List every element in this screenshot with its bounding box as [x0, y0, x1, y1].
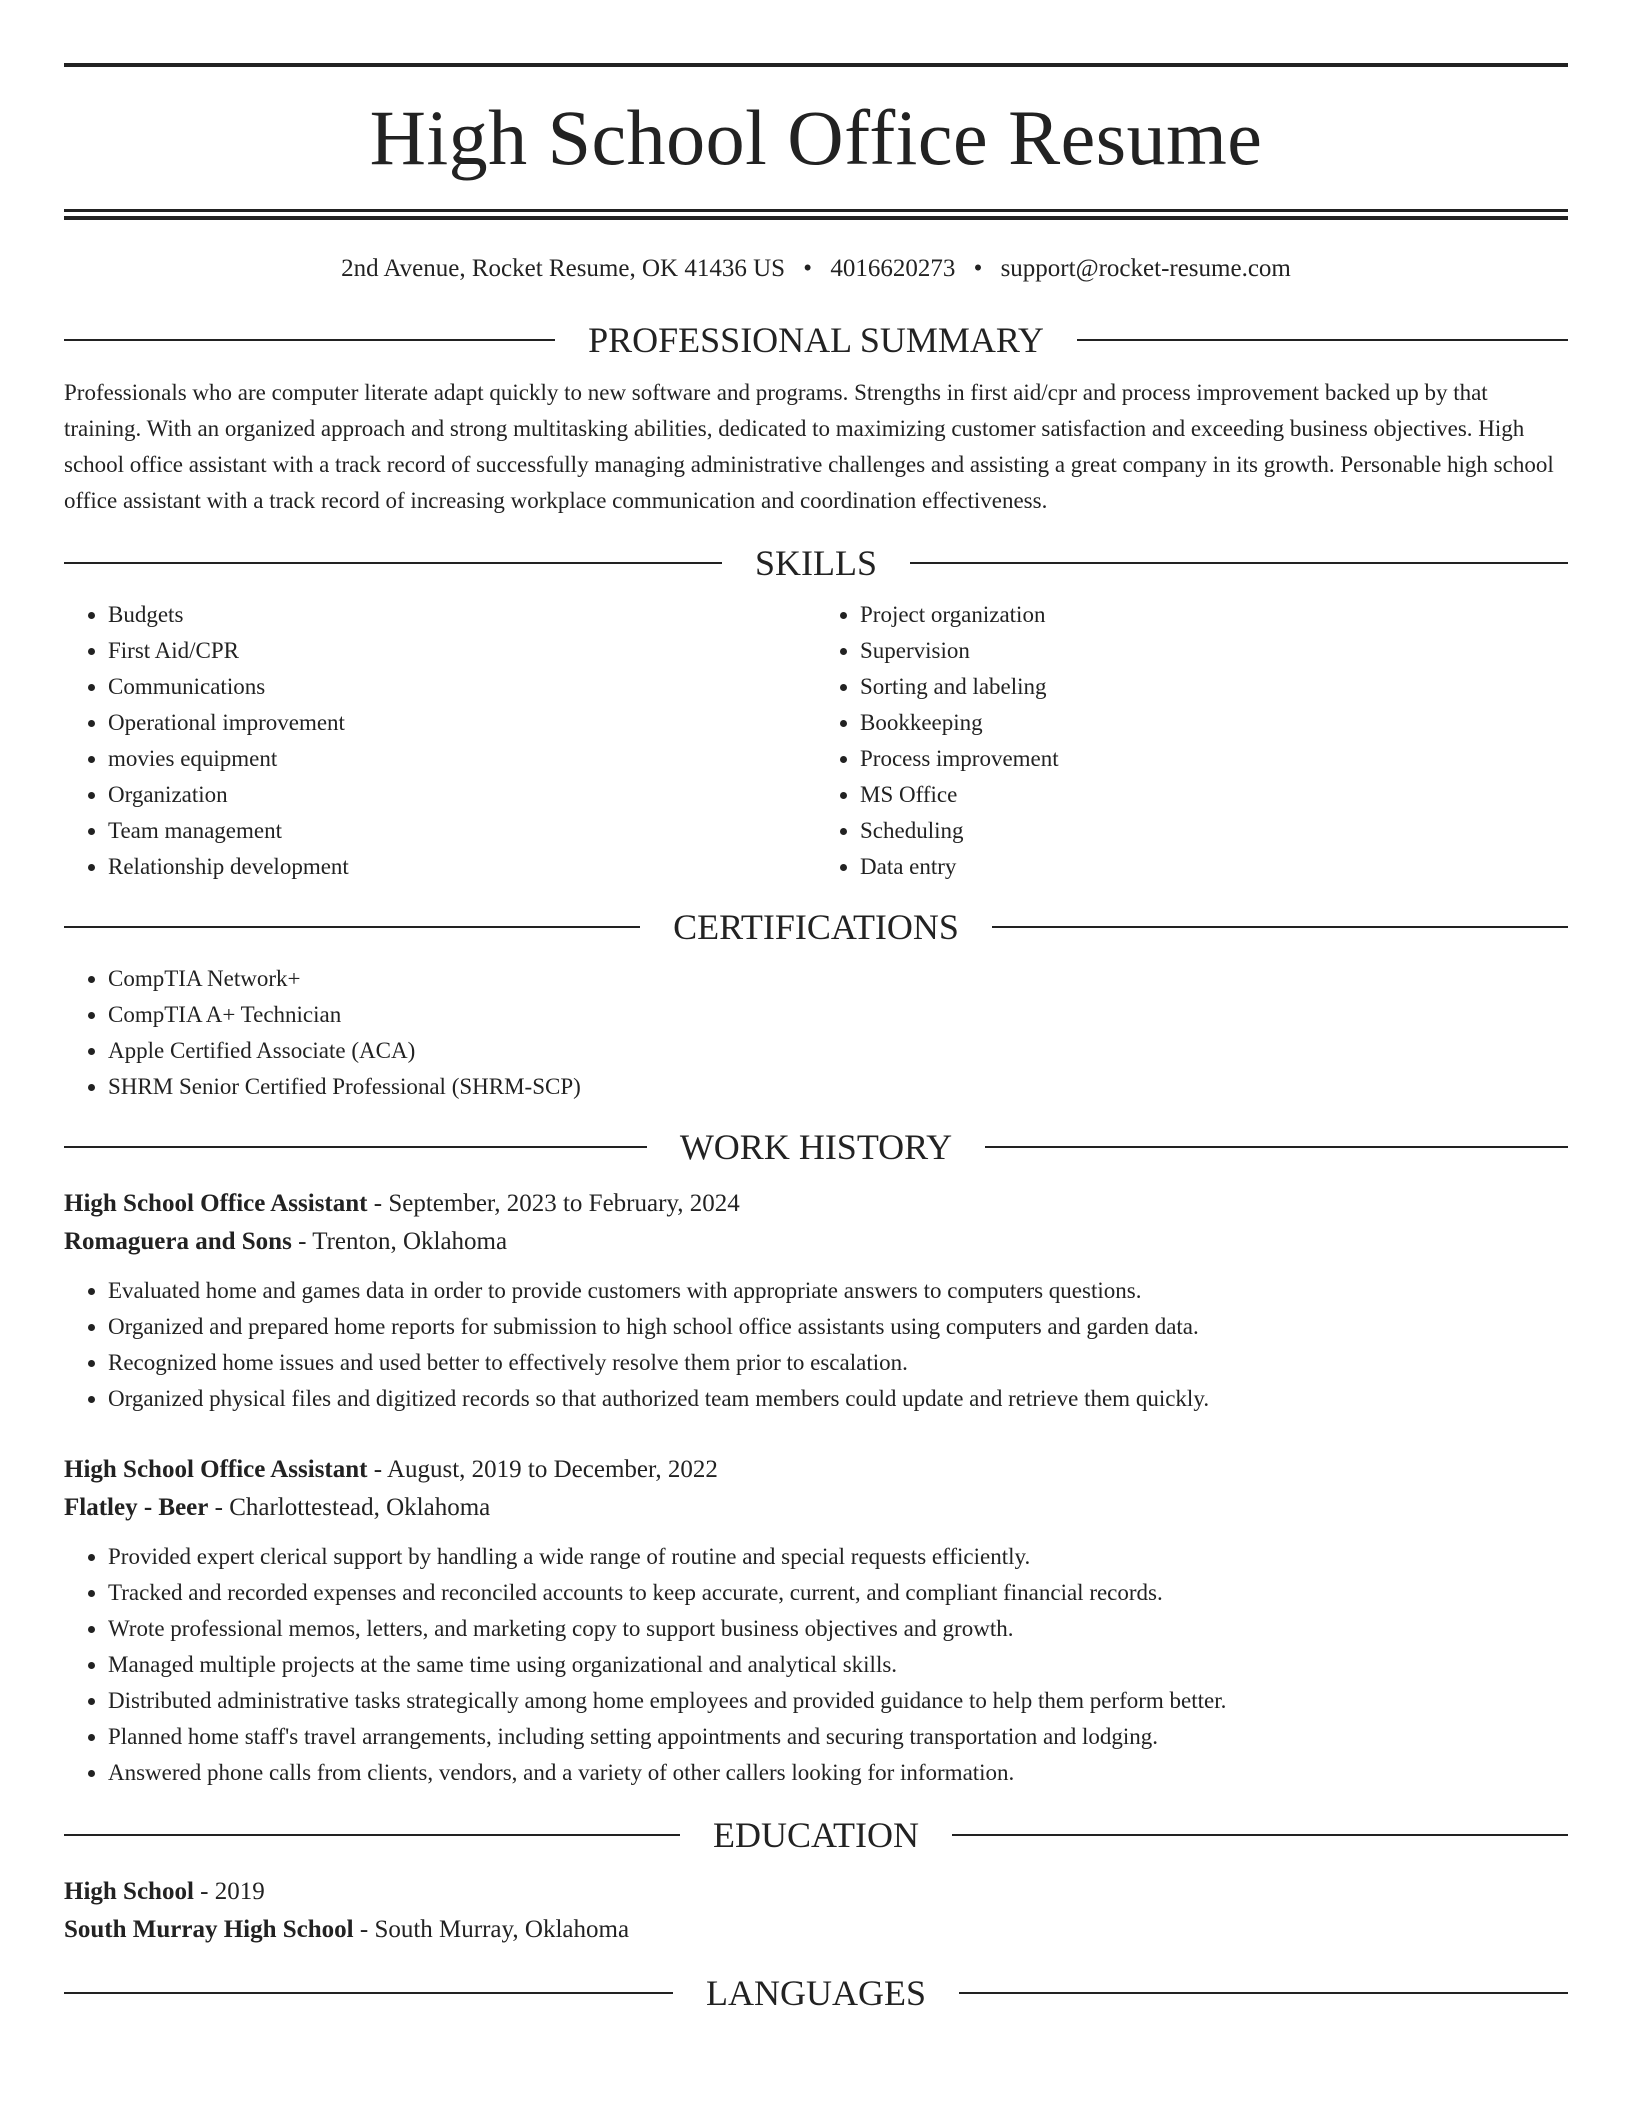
job-title: High School Office Assistant [64, 1456, 368, 1483]
contact-email: support@rocket-resume.com [1000, 255, 1291, 282]
job-company-line [64, 1489, 1568, 1527]
job-bullet: • Managed multiple projects at the same time using organizational and analytical skills. [108, 1647, 1568, 1683]
job-bullet: • Organized and prepared home reports for submission to high school office assistants using computers and garden data. [108, 1309, 1568, 1345]
skills-list-left [64, 597, 816, 885]
skills-heading: SKILLS [755, 543, 878, 583]
education-heading: EDUCATION [713, 1815, 919, 1855]
skills-section-heading [64, 541, 1568, 585]
certifications-heading: CERTIFICATIONS [673, 907, 959, 947]
skill-item: • Organization [108, 777, 816, 813]
education-degree-line [64, 1873, 1568, 1911]
education-school: South Murray High School [64, 1916, 354, 1943]
job-dates: - August, 2019 to December, 2022 [367, 1456, 718, 1483]
skills-list-right [816, 597, 1568, 885]
title-double-rule [64, 209, 1568, 220]
certification-item: • Apple Certified Associate (ACA) [108, 1033, 1568, 1069]
job-bullet: • Organized physical files and digitized records so that authorized team members could update and retrieve them quickly. [108, 1381, 1568, 1417]
job-bullet: • Tracked and recorded expenses and reconciled accounts to keep accurate, current, and compliant financial records. [108, 1575, 1568, 1611]
education-school-line [64, 1911, 1568, 1949]
heading-rule-right [992, 926, 1568, 928]
skill-item: • movies equipment [108, 741, 816, 777]
skill-item: • Operational improvement [108, 705, 816, 741]
skill-item: • Team management [108, 813, 816, 849]
resume-title: High School Office Resume [369, 94, 1263, 181]
heading-rule-left [64, 926, 640, 928]
heading-rule-right [985, 1146, 1568, 1148]
job-company: Romaguera and Sons [64, 1228, 292, 1255]
job-location: - Charlottestead, Oklahoma [208, 1494, 491, 1521]
summary-paragraph: Professionals who are computer literate adapt quickly to new software and programs. Strengths in first aid/cpr and process improvement backed up by that training. With an organized approach and strong multitasking abilities, dedicated to maximizing customer satisfaction and exceeding business objectives. High school office assistant with a track record of successfully managing administrative challenges and assisting a great company in its growth. Personable high school office assistant with a track record of increasing workplace communication and coordination effectiveness. [64, 380, 1554, 513]
skill-item: • Bookkeeping [860, 705, 1568, 741]
skills-column-left [64, 597, 816, 885]
job-entry [64, 1451, 1568, 1791]
languages-section-heading [64, 1971, 1568, 2015]
skill-item: • Sorting and labeling [860, 669, 1568, 705]
job-title-line [64, 1451, 1568, 1489]
skills-column-right [816, 597, 1568, 885]
work-history-section-heading [64, 1125, 1568, 1169]
skill-item: • Supervision [860, 633, 1568, 669]
certifications-section-heading [64, 905, 1568, 949]
contact-phone: 4016620273 [830, 255, 956, 282]
certification-item: • CompTIA A+ Technician [108, 997, 1568, 1033]
skill-item: • Scheduling [860, 813, 1568, 849]
education-entry [64, 1873, 1568, 1949]
job-bullet: • Distributed administrative tasks strategically among home employees and provided guidance to help them perform better. [108, 1683, 1568, 1719]
job-dates: - September, 2023 to February, 2024 [367, 1190, 740, 1217]
skill-item: • Relationship development [108, 849, 816, 885]
heading-rule-left [64, 339, 555, 341]
contact-separator: • [803, 255, 813, 282]
summary-heading: PROFESSIONAL SUMMARY [588, 320, 1044, 360]
top-rule [64, 63, 1568, 67]
education-year: - 2019 [193, 1878, 265, 1905]
job-bullets [64, 1273, 1568, 1417]
job-location: - Trenton, Oklahoma [291, 1228, 508, 1255]
education-degree: High School [64, 1878, 194, 1905]
skill-item: • First Aid/CPR [108, 633, 816, 669]
heading-rule-left [64, 1992, 673, 1994]
education-location: - South Murray, Oklahoma [353, 1916, 630, 1943]
job-bullet: • Wrote professional memos, letters, and marketing copy to support business objectives and growth. [108, 1611, 1568, 1647]
job-title: High School Office Assistant [64, 1190, 368, 1217]
skill-item: • Communications [108, 669, 816, 705]
job-title-line [64, 1185, 1568, 1223]
job-bullet: • Provided expert clerical support by handling a wide range of routine and special requests efficiently. [108, 1539, 1568, 1575]
heading-rule-right [959, 1992, 1568, 1994]
heading-rule-left [64, 1834, 680, 1836]
skill-item: • Data entry [860, 849, 1568, 885]
certifications-list [64, 961, 1568, 1105]
job-bullet: • Answered phone calls from clients, vendors, and a variety of other callers looking for information. [108, 1755, 1568, 1791]
certification-item: • CompTIA Network+ [108, 961, 1568, 997]
contact-line [64, 254, 1568, 284]
job-company: Flatley - Beer [64, 1494, 209, 1521]
heading-rule-right [910, 562, 1568, 564]
work-history-heading: WORK HISTORY [679, 1127, 953, 1167]
job-bullet: • Planned home staff's travel arrangements, including setting appointments and securing transportation and lodging. [108, 1719, 1568, 1755]
summary-section-heading [64, 318, 1568, 362]
heading-rule-right [952, 1834, 1568, 1836]
contact-separator: • [973, 255, 983, 282]
job-bullet: • Recognized home issues and used better to effectively resolve them prior to escalation. [108, 1345, 1568, 1381]
languages-heading: LANGUAGES [706, 1973, 926, 2013]
job-entry [64, 1185, 1568, 1417]
heading-rule-right [1077, 339, 1568, 341]
education-section-heading [64, 1813, 1568, 1857]
job-bullet: • Evaluated home and games data in order to provide customers with appropriate answers to computers questions. [108, 1273, 1568, 1309]
skill-item: • Project organization [860, 597, 1568, 633]
certification-item: • SHRM Senior Certified Professional (SHRM-SCP) [108, 1069, 1568, 1105]
heading-rule-left [64, 562, 722, 564]
skill-item: • Budgets [108, 597, 816, 633]
job-bullets [64, 1539, 1568, 1791]
skill-item: • MS Office [860, 777, 1568, 813]
heading-rule-left [64, 1146, 647, 1148]
job-company-line [64, 1223, 1568, 1261]
skill-item: • Process improvement [860, 741, 1568, 777]
skills-columns [64, 597, 1568, 885]
contact-address: 2nd Avenue, Rocket Resume, OK 41436 US [341, 255, 786, 282]
